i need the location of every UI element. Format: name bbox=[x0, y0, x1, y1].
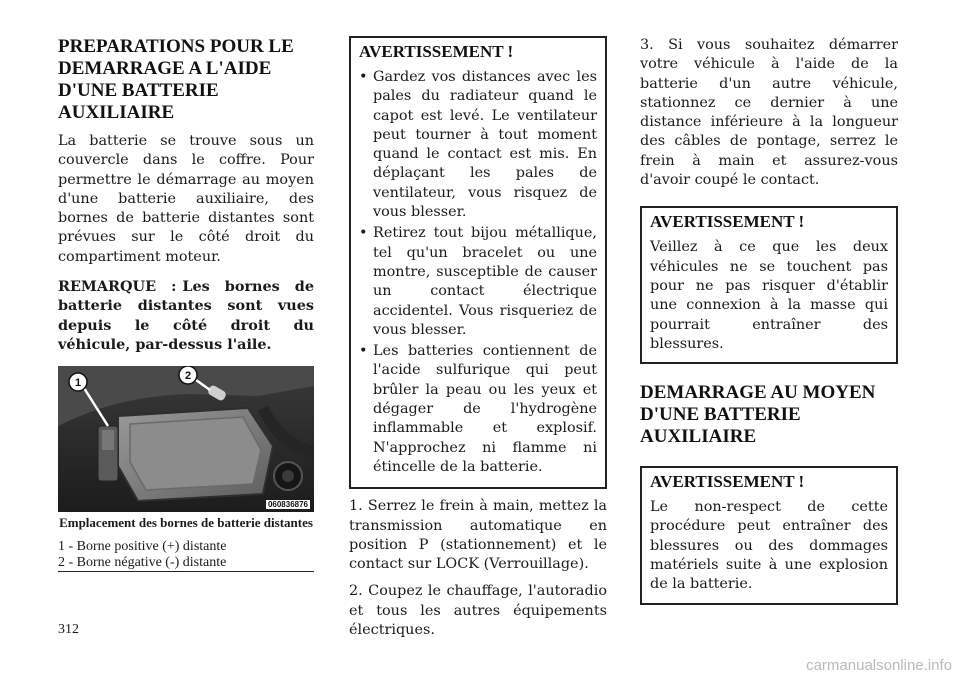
right-column bbox=[640, 36, 898, 605]
battery-terminals-photo bbox=[58, 366, 314, 512]
remark-paragraph bbox=[58, 277, 314, 354]
warning-box-procedure bbox=[640, 466, 898, 604]
engine-bay-illustration bbox=[58, 366, 314, 512]
warning-item: • Retirez tout bijou métallique, tel qu'un bracelet ou une montre, susceptible de causer un contact électrique accidentel. Vous risqueriez de vous blesser. bbox=[359, 225, 597, 338]
warning-title: AVERTISSEMENT ! bbox=[650, 212, 805, 232]
warning-item: • Les batteries contiennent de l'acide sulfurique qui peut brûler la peau ou les yeux et dégager de l'hydrogène inflammable et explosif. N'approchez ni flamme ni étincelle de la batterie. bbox=[359, 343, 597, 475]
bullet-icon: • bbox=[359, 69, 368, 85]
figure-code: 060836876 bbox=[267, 500, 308, 510]
steps-group bbox=[349, 497, 607, 640]
remark-label: REMARQUE : bbox=[58, 278, 177, 296]
warning-list bbox=[359, 68, 597, 477]
warning-text: Veillez à ce que les deux véhicules ne se touchent pas pour ne pas risquer d'établir une connexion à la masse qui pourrait entraîner des blessures. bbox=[650, 239, 888, 352]
warning-item: • Gardez vos distances avec les pales du radiateur quand le capot est levé. Le ventilateur peut tourner à tout moment quand le contact est mis. En déplaçant les pales de ventilateur, vous risquez de vous blesser. bbox=[359, 69, 597, 221]
callout-2-label: 2 bbox=[184, 370, 192, 383]
warning-box-vehicles-touch bbox=[640, 206, 898, 364]
remark-text: Les bornes de batterie distantes sont vues depuis le côté droit du véhicule, par-dessus l'aile. bbox=[58, 278, 315, 353]
section-heading-preparations: PREPARATIONS POUR LE DEMARRAGE A L'AIDE D'UNE BATTERIE AUXILIAIRE bbox=[58, 36, 294, 123]
warning-text: Le non-respect de cette procédure peut entraîner des blessures ou des dommages matériels suite à une explosion de la batterie. bbox=[650, 499, 888, 593]
page-number: 312 bbox=[58, 622, 79, 637]
legend-item-negative: 2 - Borne négative (-) distante bbox=[58, 554, 227, 570]
step-1: 1. Serrez le frein à main, mettez la transmission automatique en position P (stationnement) et le contact sur LOCK (Verrouillage). bbox=[349, 498, 607, 573]
bullet-icon: • bbox=[359, 225, 368, 242]
bullet-icon: • bbox=[359, 343, 368, 360]
step-2: 2. Coupez le chauffage, l'autoradio et tous les autres équipements électriques. bbox=[349, 583, 607, 639]
section-heading-jump-start: DEMARRAGE AU MOYEN D'UNE BATTERIE AUXILIAIRE bbox=[640, 382, 876, 448]
warning-title: AVERTISSEMENT ! bbox=[359, 42, 514, 61]
step-3: 3. Si vous souhaitez démarrer votre véhicule à l'aide de la batterie d'un autre véhicule, stationnez ce dernier à une distance inférieure à la longueur des câbles de pontage, serrez le frein à main et assurez-vous d'avoir coupé le contact. bbox=[640, 37, 898, 189]
figure-legend bbox=[58, 539, 314, 572]
figure-caption: Emplacement des bornes de batterie distantes bbox=[59, 515, 313, 531]
intro-paragraph: La batterie se trouve sous un couvercle dans le coffre. Pour permettre le démarrage au moyen d'une batterie auxiliaire, des bornes de batterie distantes sont prévues sur le côté droit du compartiment moteur. bbox=[58, 133, 314, 265]
watermark: carmanualsonline.info bbox=[806, 657, 952, 674]
warning-title: AVERTISSEMENT ! bbox=[650, 472, 805, 492]
warning-box-safety bbox=[349, 36, 607, 489]
middle-column bbox=[349, 36, 607, 640]
callout-1-label: 1 bbox=[74, 377, 82, 390]
legend-item-positive: 1 - Borne positive (+) distante bbox=[58, 539, 227, 555]
left-column bbox=[58, 36, 314, 572]
